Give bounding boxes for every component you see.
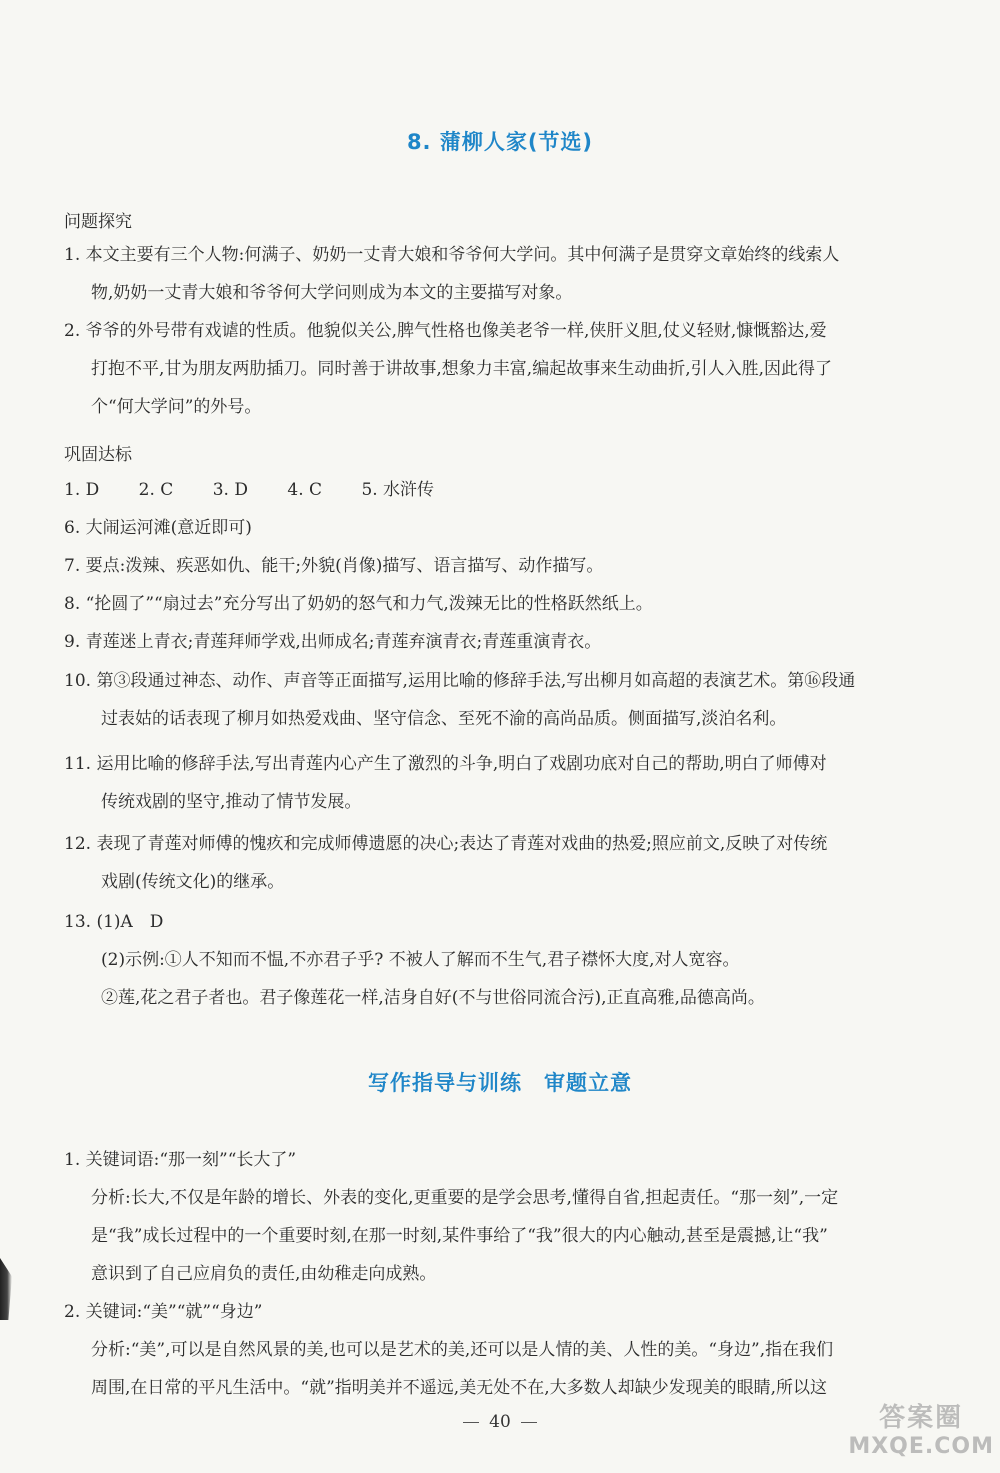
answer-line: 个“何大学问”的外号。 xyxy=(91,397,262,417)
mc-answer: 5. 水浒传 xyxy=(361,480,435,500)
scan-edge-mark xyxy=(0,1258,12,1320)
mc-answer: 3. D xyxy=(212,480,248,500)
answer-line: 分析:“美”,可以是自然风景的美,也可以是艺术的美,还可以是人情的美、人性的美。“身边”,指在我们 xyxy=(91,1340,834,1360)
section-title-writing: 写作指导与训练 审题立意 xyxy=(368,1071,632,1095)
heading-consolidation: 巩固达标 xyxy=(64,445,132,465)
answer-line: 意识到了自己应肩负的责任,由幼稚走向成熟。 xyxy=(91,1264,437,1284)
answer-line: 是“我”成长过程中的一个重要时刻,在那一时刻,某件事给了“我”很大的内心触动,甚至是震撼,让“我” xyxy=(91,1226,828,1246)
answer-line: 2. 关键词:“美”“就”“身边” xyxy=(64,1302,263,1322)
answer-line: 周围,在日常的平凡生活中。“就”指明美并不遥远,美无处不在,大多数人却缺少发现美的眼睛,所以这 xyxy=(91,1378,827,1398)
mc-answer: 2. C xyxy=(138,480,174,500)
section-title: 8. 蒲柳人家(节选) xyxy=(406,130,594,154)
answer-line: 11. 运用比喻的修辞手法,写出青莲内心产生了激烈的斗争,明白了戏剧功底对自己的帮助,明白了师傅对 xyxy=(64,754,827,774)
answer-line: 过表姑的话表现了柳月如热爱戏曲、坚守信念、至死不渝的高尚品质。侧面描写,淡泊名利。 xyxy=(101,709,787,729)
answer-line: ②莲,花之君子者也。君子像莲花一样,洁身自好(不与世俗同流合污),正直高雅,品德高尚。 xyxy=(101,988,765,1008)
answer-line: 1. 关键词语:“那一刻”“长大了” xyxy=(64,1150,297,1170)
answer-line: 6. 大闹运河滩(意近即可) xyxy=(64,518,252,538)
watermark-url: MXQE.COM xyxy=(848,1434,994,1459)
answer-line: 9. 青莲迷上青衣;青莲拜师学戏,出师成名;青莲弃演青衣;青莲重演青衣。 xyxy=(64,632,602,652)
answer-line: 戏剧(传统文化)的继承。 xyxy=(101,872,285,892)
multiple-choice-answers xyxy=(64,478,468,502)
heading-problem-exploration: 问题探究 xyxy=(64,212,132,232)
answer-line: 8. “抡圆了”“扇过去”充分写出了奶奶的怒气和力气,泼辣无比的性格跃然纸上。 xyxy=(64,594,653,614)
page-number: 40 xyxy=(489,1412,511,1432)
answer-line: 物,奶奶一丈青大娘和爷爷何大学问则成为本文的主要描写对象。 xyxy=(91,283,573,303)
answer-line: 2. 爷爷的外号带有戏谑的性质。他貌似关公,脾气性格也像美老爷一样,侠肝义胆,仗义轻财,慷慨豁达,爱 xyxy=(64,321,827,341)
answer-line: 分析:长大,不仅是年龄的增长、外表的变化,更重要的是学会思考,懂得自省,担起责任。“那一刻”,一定 xyxy=(91,1188,839,1208)
mc-answer: 4. C xyxy=(287,480,323,500)
watermark-text: 答案圈 xyxy=(879,1403,964,1433)
mc-answer: 1. D xyxy=(64,480,100,500)
answer-line: 1. 本文主要有三个人物:何满子、奶奶一丈青大娘和爷爷何大学问。其中何满子是贯穿文章始终的线索人 xyxy=(64,245,840,265)
answer-line: 传统戏剧的坚守,推动了情节发展。 xyxy=(101,792,362,812)
answer-line: 7. 要点:泼辣、疾恶如仇、能干;外貌(肖像)描写、语言描写、动作描写。 xyxy=(64,556,604,576)
watermark-logo xyxy=(848,1397,994,1459)
answer-line: (2)示例:①人不知而不愠,不亦君子乎? 不被人了解而不生气,君子襟怀大度,对人宽容。 xyxy=(101,950,740,970)
answer-line: 打抱不平,甘为朋友两肋插刀。同时善于讲故事,想象力丰富,编起故事来生动曲折,引人入胜,因此得了 xyxy=(91,359,833,379)
answer-line: 12. 表现了青莲对师傅的愧疚和完成师傅遗愿的决心;表达了青莲对戏曲的热爱;照应前文,反映了对传统 xyxy=(64,834,828,854)
answer-line: 10. 第③段通过神态、动作、声音等正面描写,运用比喻的修辞手法,写出柳月如高超的表演艺术。第⑯段通 xyxy=(64,671,856,691)
answer-line: 13. (1)A D xyxy=(64,912,164,932)
